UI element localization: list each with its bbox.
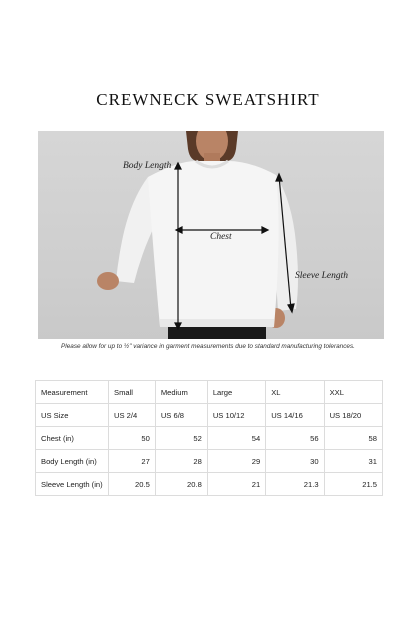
row-label: Sleeve Length (in): [36, 473, 109, 496]
table-cell: 20.8: [155, 473, 207, 496]
row-label: Chest (in): [36, 427, 109, 450]
table-cell: 21.5: [324, 473, 382, 496]
table-cell: 30: [266, 450, 324, 473]
page-title: CREWNECK SWEATSHIRT: [96, 90, 320, 109]
table-header-row: [36, 381, 383, 404]
table-cell: 50: [109, 427, 156, 450]
row-label: Body Length (in): [36, 450, 109, 473]
table-cell: 56: [266, 427, 324, 450]
sleeve-length-label: Sleeve Length: [295, 271, 349, 281]
table-header-cell: Large: [207, 381, 265, 404]
table-cell: 29: [207, 450, 265, 473]
table-row: [36, 473, 383, 496]
product-photo: [38, 131, 384, 339]
table-header-cell: XXL: [324, 381, 382, 404]
chest-label: Chest: [210, 232, 232, 242]
table-cell: US 14/16: [266, 404, 324, 427]
table-header-cell: Measurement: [36, 381, 109, 404]
table-cell: US 6/8: [155, 404, 207, 427]
table-row: [36, 427, 383, 450]
table-cell: 31: [324, 450, 382, 473]
table-cell: US 2/4: [109, 404, 156, 427]
table-cell: US 18/20: [324, 404, 382, 427]
table-cell: 21.3: [266, 473, 324, 496]
table-cell: 54: [207, 427, 265, 450]
table-cell: 27: [109, 450, 156, 473]
variance-note: Please allow for up to ½" variance in garment measurements due to standard manufacturing tolerances.: [61, 343, 355, 350]
table-cell: US 10/12: [207, 404, 265, 427]
size-chart-table: [35, 380, 383, 496]
body-length-label: Body Length: [123, 161, 172, 171]
table-header-cell: Small: [109, 381, 156, 404]
table-cell: 28: [155, 450, 207, 473]
table-cell: 20.5: [109, 473, 156, 496]
row-label: US Size: [36, 404, 109, 427]
table-cell: 52: [155, 427, 207, 450]
table-cell: 21: [207, 473, 265, 496]
table-row: [36, 450, 383, 473]
table-row: [36, 404, 383, 427]
table-cell: 58: [324, 427, 382, 450]
table-header-cell: Medium: [155, 381, 207, 404]
table-header-cell: XL: [266, 381, 324, 404]
